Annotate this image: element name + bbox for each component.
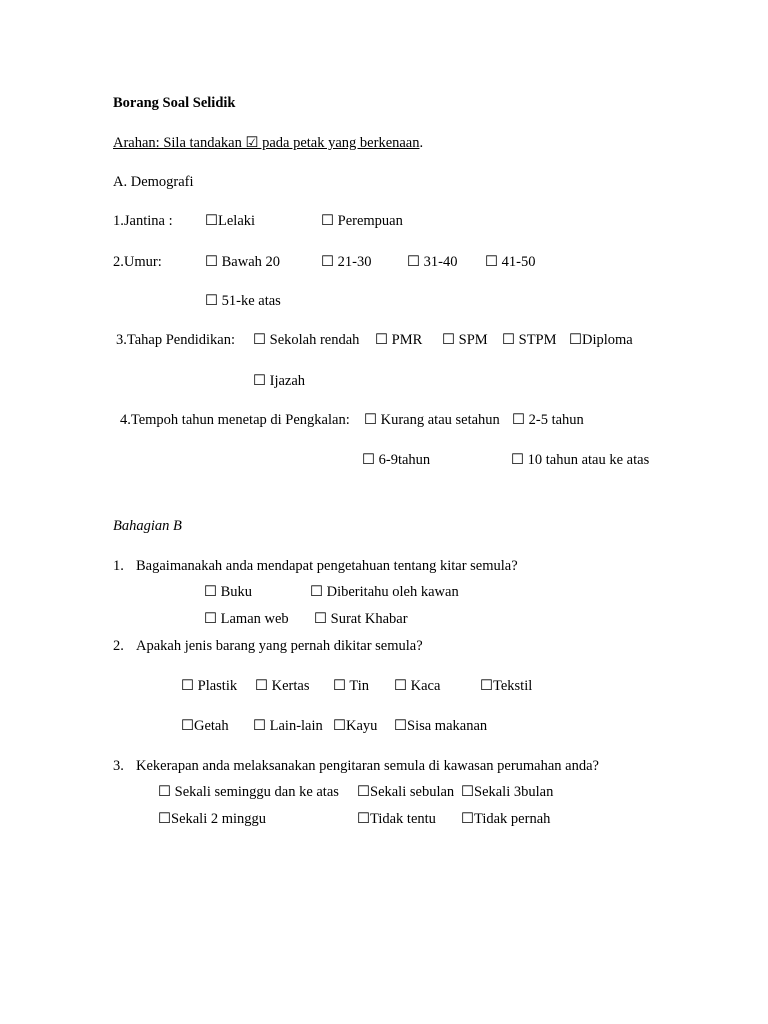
option-kaca[interactable]: ☐ Kaca	[394, 678, 441, 694]
option-kurang-atau-setahun[interactable]: ☐ Kurang atau setahun	[364, 412, 500, 428]
option-sekali-sebulan[interactable]: ☐Sekali sebulan	[357, 784, 455, 800]
option-ijazah[interactable]: ☐ Ijazah	[253, 373, 306, 389]
option-6-9-tahun[interactable]: ☐ 6-9tahun	[362, 452, 431, 468]
option-kayu[interactable]: ☐Kayu	[333, 718, 378, 734]
option-51-ke-atas[interactable]: ☐ 51-ke atas	[205, 293, 281, 309]
option-tin[interactable]: ☐ Tin	[333, 678, 369, 694]
option-diberitahu-oleh-kawan[interactable]: ☐ Diberitahu oleh kawan	[310, 584, 459, 600]
section-b-heading: Bahagian B	[113, 518, 182, 534]
option-perempuan[interactable]: ☐ Perempuan	[321, 213, 403, 229]
q3-label: 3.Tahap Pendidikan:	[116, 332, 235, 348]
q4-label: 4.Tempoh tahun menetap di Pengkalan:	[120, 412, 350, 428]
option-spm[interactable]: ☐ SPM	[442, 332, 488, 348]
option-lelaki[interactable]: ☐Lelaki	[205, 213, 256, 229]
option-10-tahun-atau-ke-atas[interactable]: ☐ 10 tahun atau ke atas	[511, 452, 650, 468]
option-kertas[interactable]: ☐ Kertas	[255, 678, 310, 694]
instruction-end: .	[419, 135, 424, 151]
option-lain-lain[interactable]: ☐ Lain-lain	[253, 718, 323, 734]
b-q2-number: 2.	[113, 638, 124, 654]
option-diploma[interactable]: ☐Diploma	[569, 332, 633, 348]
option-sekali-3bulan[interactable]: ☐Sekali 3bulan	[461, 784, 554, 800]
option-getah[interactable]: ☐Getah	[181, 718, 229, 734]
option-sisa-makanan[interactable]: ☐Sisa makanan	[394, 718, 488, 734]
option-pmr[interactable]: ☐ PMR	[375, 332, 423, 348]
option-sekali-seminggu[interactable]: ☐ Sekali seminggu dan ke atas	[158, 784, 339, 800]
option-2-5-tahun[interactable]: ☐ 2-5 tahun	[512, 412, 584, 428]
option-tekstil[interactable]: ☐Tekstil	[480, 678, 533, 694]
instruction	[113, 134, 423, 152]
option-sekali-2-minggu[interactable]: ☐Sekali 2 minggu	[158, 811, 267, 827]
option-laman-web[interactable]: ☐ Laman web	[204, 611, 289, 627]
option-surat-khabar[interactable]: ☐ Surat Khabar	[314, 611, 408, 627]
option-tidak-tentu[interactable]: ☐Tidak tentu	[357, 811, 436, 827]
b-q1-number: 1.	[113, 558, 124, 574]
option-stpm[interactable]: ☐ STPM	[502, 332, 557, 348]
b-q1-text: Bagaimanakah anda mendapat pengetahuan tentang kitar semula?	[136, 558, 518, 574]
option-tidak-pernah[interactable]: ☐Tidak pernah	[461, 811, 551, 827]
q1-label: 1.Jantina :	[113, 213, 173, 229]
option-41-50[interactable]: ☐ 41-50	[485, 254, 536, 270]
b-q3-text: Kekerapan anda melaksanakan pengitaran semula di kawasan perumahan anda?	[136, 758, 599, 774]
option-31-40[interactable]: ☐ 31-40	[407, 254, 458, 270]
section-a-heading: A. Demografi	[113, 174, 194, 190]
q2-label: 2.Umur:	[113, 254, 162, 270]
b-q2-text: Apakah jenis barang yang pernah dikitar semula?	[136, 638, 423, 654]
option-plastik[interactable]: ☐ Plastik	[181, 678, 238, 694]
option-bawah-20[interactable]: ☐ Bawah 20	[205, 254, 281, 270]
instruction-text: Arahan: Sila tandakan ☑ pada petak yang berkenaan	[113, 135, 420, 151]
option-21-30[interactable]: ☐ 21-30	[321, 254, 372, 270]
b-q3-number: 3.	[113, 758, 124, 774]
option-sekolah-rendah[interactable]: ☐ Sekolah rendah	[253, 332, 360, 348]
option-buku[interactable]: ☐ Buku	[204, 584, 253, 600]
form-title: Borang Soal Selidik	[113, 95, 236, 111]
